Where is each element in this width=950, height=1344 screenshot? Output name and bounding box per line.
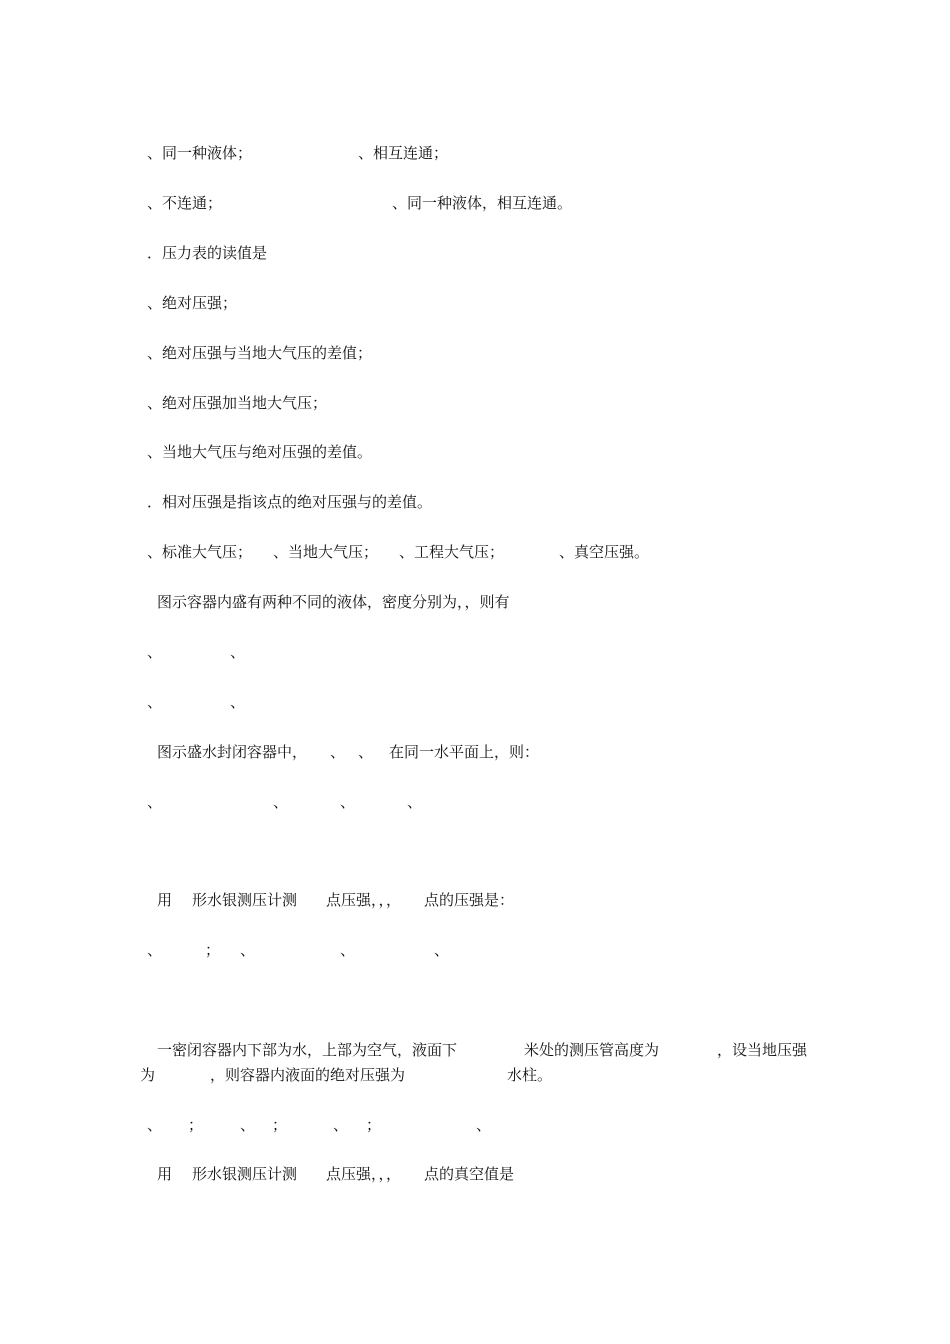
- option-marker: 、: [333, 1116, 349, 1134]
- question-closed-container: ，设当地压强: [717, 1041, 808, 1059]
- question-pressure-gauge: ．压力表的读值是: [147, 244, 268, 262]
- option-marker: 、: [240, 941, 256, 959]
- option-marker: 、: [230, 643, 246, 661]
- option-same-liquid: 、同一种液体；: [147, 144, 253, 162]
- option-atm-minus-absolute: 、当地大气压与绝对压强的差值。: [147, 443, 373, 461]
- question-closed-container: 一密闭容器内下部为水，上部为空气，液面下: [157, 1041, 458, 1059]
- option-engineering-atm: 、工程大气压；: [399, 543, 505, 561]
- question-separator: 、: [330, 743, 346, 761]
- option-marker: 、: [476, 1116, 492, 1134]
- option-absolute-pressure: 、绝对压强；: [147, 294, 238, 312]
- option-connected: 、相互连通；: [358, 144, 449, 162]
- option-local-atm: 、当地大气压；: [273, 543, 379, 561]
- option-separator: ；: [366, 1116, 382, 1134]
- question-separator: 、: [358, 743, 374, 761]
- option-marker: 、: [273, 793, 289, 811]
- option-marker: 、: [147, 643, 163, 661]
- question-u-tube-vacuum: 点压强，，，: [326, 1165, 402, 1183]
- question-two-liquids: 图示容器内盛有两种不同的液体，密度分别为，，则有: [157, 593, 510, 611]
- question-sealed-end: 在同一水平面上，则：: [389, 743, 540, 761]
- question-relative-pressure: ．相对压强是指该点的绝对压强与的差值。: [147, 493, 433, 511]
- option-marker: 、: [407, 793, 423, 811]
- option-marker: 、: [147, 941, 163, 959]
- option-marker: 、: [230, 693, 246, 711]
- option-standard-atm: 、标准大气压；: [147, 543, 253, 561]
- question-sealed-container: 图示盛水封闭容器中，: [157, 743, 308, 761]
- question-closed-container: ，则容器内液面的绝对压强为: [210, 1066, 406, 1084]
- option-marker: 、: [340, 941, 356, 959]
- option-marker: 、: [240, 1116, 256, 1134]
- option-marker: 、: [340, 793, 356, 811]
- question-closed-container: 为: [140, 1066, 156, 1084]
- question-u-tube-vacuum: 点的真空值是: [424, 1165, 515, 1183]
- question-u-tube-pressure: 点压强，，，: [326, 891, 402, 909]
- question-u-tube-pressure: 点的压强是：: [424, 891, 515, 909]
- option-separator: ；: [205, 941, 221, 959]
- question-u-tube-pressure: 用: [157, 891, 173, 909]
- option-marker: 、: [147, 1116, 163, 1134]
- option-marker: 、: [434, 941, 450, 959]
- question-closed-container: 水柱。: [507, 1066, 553, 1084]
- option-separator: ；: [188, 1116, 204, 1134]
- option-marker: 、: [147, 693, 163, 711]
- option-absolute-minus-atm: 、绝对压强与当地大气压的差值；: [147, 344, 373, 362]
- question-u-tube-pressure: 形水银测压计测: [192, 891, 298, 909]
- option-vacuum-pressure: 、真空压强。: [559, 543, 650, 561]
- question-closed-container: 米处的测压管高度为: [524, 1041, 660, 1059]
- option-absolute-plus-atm: 、绝对压强加当地大气压；: [147, 394, 328, 412]
- option-same-liquid-connected: 、同一种液体，相互连通。: [392, 194, 573, 212]
- option-marker: 、: [147, 793, 163, 811]
- question-u-tube-vacuum: 用: [157, 1165, 173, 1183]
- option-separator: ；: [272, 1116, 288, 1134]
- question-u-tube-vacuum: 形水银测压计测: [192, 1165, 298, 1183]
- option-not-connected: 、不连通；: [147, 194, 223, 212]
